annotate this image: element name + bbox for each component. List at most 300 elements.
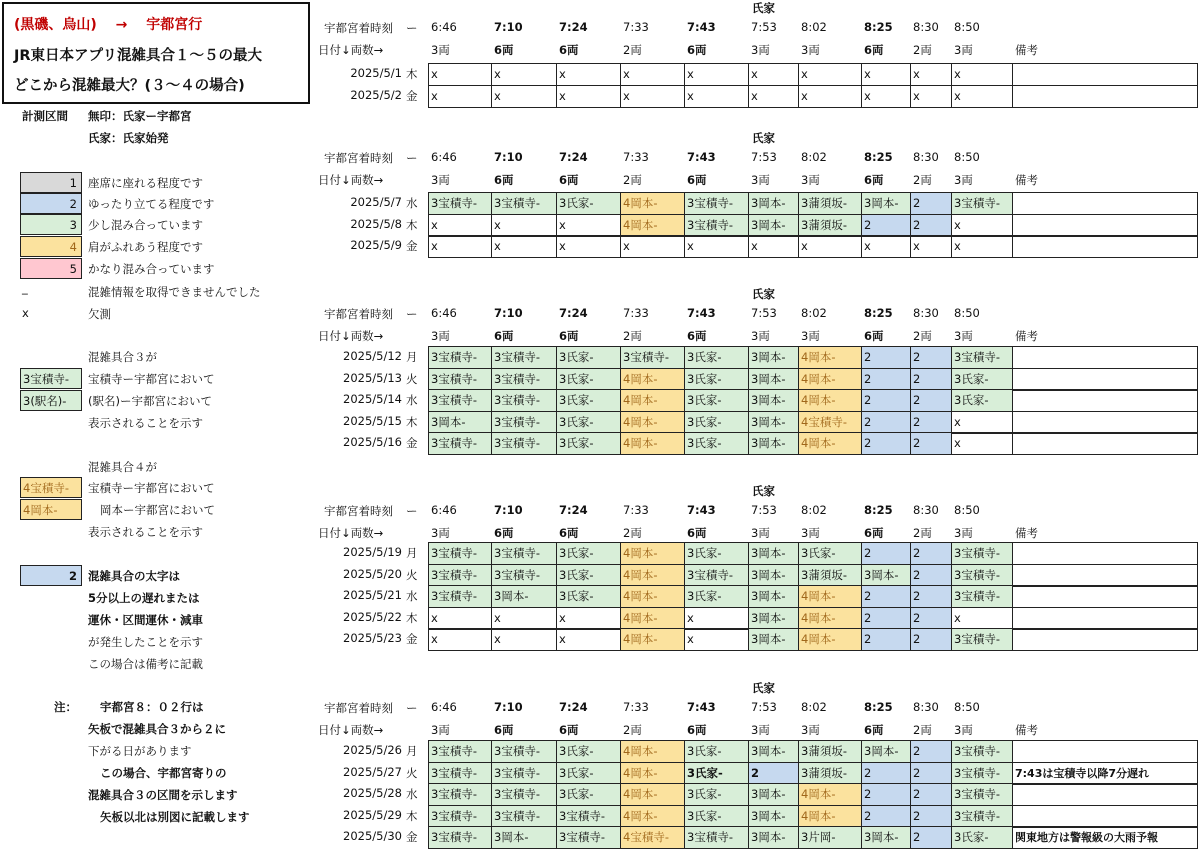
unavailable-mark: _ bbox=[22, 281, 28, 295]
congestion-cell: 3岡本- bbox=[861, 826, 911, 849]
congestion-cell: 3岡本- bbox=[748, 192, 799, 215]
congestion-cell: 4岡本- bbox=[620, 585, 685, 608]
congestion-cell: 3宝積寺- bbox=[491, 783, 557, 806]
congestion-cell: 3岡本- bbox=[748, 585, 799, 608]
congestion-cell: x bbox=[556, 607, 621, 630]
remarks-label: 備考 bbox=[1015, 329, 1038, 343]
arrival-time-label: 宇都宮着時刻 bbox=[324, 151, 393, 165]
congestion-cell: x bbox=[556, 628, 621, 651]
level-1-swatch: 1 bbox=[20, 172, 82, 193]
congestion-cell: 2 bbox=[861, 585, 911, 608]
congestion-cell: x bbox=[428, 607, 492, 630]
congestion-cell: 2 bbox=[861, 805, 911, 828]
title-destination: 宇都宮行 bbox=[146, 17, 203, 33]
congestion-cell: 3宝積寺- bbox=[428, 826, 492, 849]
congestion-cell: 4岡本- bbox=[798, 368, 862, 391]
row-weekday: 金 bbox=[406, 830, 418, 844]
car-count: 2両 bbox=[913, 526, 932, 540]
car-count: 6両 bbox=[864, 526, 884, 540]
congestion-cell: x bbox=[620, 235, 685, 258]
congestion-cell: 3宝積寺- bbox=[491, 389, 557, 412]
departure-time: 7:33 bbox=[623, 306, 649, 320]
note3-title: 混雑具合３が bbox=[88, 350, 157, 364]
congestion-cell: 2 bbox=[910, 368, 952, 391]
congestion-cell: 3宝積寺- bbox=[951, 628, 1013, 651]
row-date: 2025/5/30 bbox=[343, 829, 402, 843]
departure-time: 6:46 bbox=[431, 700, 457, 714]
congestion-cell: x bbox=[910, 235, 952, 258]
car-count: 2両 bbox=[623, 43, 642, 57]
car-count: 6両 bbox=[494, 526, 514, 540]
row-weekday: 月 bbox=[406, 350, 418, 364]
congestion-cell: 4岡本- bbox=[620, 607, 685, 630]
congestion-cell: 3宝積寺- bbox=[951, 805, 1013, 828]
congestion-cell: x bbox=[491, 63, 557, 86]
note-line-1: 宇都宮８：０２行は bbox=[100, 700, 204, 714]
congestion-cell: 3宝積寺- bbox=[428, 762, 492, 785]
car-count: 2両 bbox=[623, 723, 642, 737]
departure-time: 8:30 bbox=[913, 150, 939, 164]
congestion-cell: 2 bbox=[910, 389, 952, 412]
departure-time: 8:50 bbox=[954, 150, 980, 164]
row-weekday: 月 bbox=[406, 744, 418, 758]
congestion-cell: x bbox=[684, 85, 749, 108]
car-count: 3両 bbox=[431, 173, 450, 187]
remarks-cell: 関東地方は警報級の大雨予報 bbox=[1012, 826, 1198, 849]
remarks-cell bbox=[1012, 389, 1198, 412]
congestion-cell: 2 bbox=[910, 192, 952, 215]
car-count: 2両 bbox=[623, 173, 642, 187]
ujiie-station-label: 氏家 bbox=[752, 287, 775, 301]
departure-time: 8:50 bbox=[954, 503, 980, 517]
bold-line-2: 5分以上の遅れまたは bbox=[88, 591, 200, 605]
congestion-cell: 3宝積寺- bbox=[556, 805, 621, 828]
car-count: 6両 bbox=[687, 329, 707, 343]
congestion-cell: x bbox=[428, 628, 492, 651]
congestion-cell: 2 bbox=[910, 411, 952, 434]
congestion-cell: x bbox=[951, 235, 1013, 258]
congestion-cell: 3氏家- bbox=[951, 389, 1013, 412]
level-4-text: 肩がふれあう程度です bbox=[88, 240, 203, 254]
note3-sample-2: 3(駅名)- bbox=[20, 390, 82, 411]
row-date: 2025/5/2 bbox=[350, 88, 402, 102]
note4-sample-2: 4岡本- bbox=[20, 499, 82, 520]
congestion-cell: 4宝積寺- bbox=[620, 826, 685, 849]
row-date: 2025/5/23 bbox=[343, 631, 402, 645]
note-line-4: この場合、宇都宮寄りの bbox=[100, 766, 227, 780]
remarks-label: 備考 bbox=[1015, 723, 1038, 737]
congestion-cell: 2 bbox=[861, 432, 911, 455]
congestion-cell: 4岡本- bbox=[620, 542, 685, 565]
remarks-cell bbox=[1012, 432, 1198, 455]
departure-time: 7:10 bbox=[494, 20, 523, 34]
congestion-cell: 3宝積寺- bbox=[491, 411, 557, 434]
congestion-cell: 4岡本- bbox=[798, 585, 862, 608]
departure-time: 8:30 bbox=[913, 503, 939, 517]
row-date: 2025/5/14 bbox=[343, 392, 402, 406]
ujiie-station-label: 氏家 bbox=[752, 1, 775, 15]
car-count: 3両 bbox=[751, 526, 770, 540]
congestion-cell: 2 bbox=[861, 411, 911, 434]
car-count: 3両 bbox=[431, 723, 450, 737]
row-date: 2025/5/12 bbox=[343, 349, 402, 363]
level-2-text: ゆったり立てる程度です bbox=[88, 197, 215, 211]
car-count: 6両 bbox=[559, 43, 579, 57]
car-count: 6両 bbox=[559, 173, 579, 187]
note-line-6: 矢板以北は別図に記載します bbox=[100, 810, 250, 824]
car-count: 2両 bbox=[913, 723, 932, 737]
congestion-cell: 3岡本- bbox=[491, 826, 557, 849]
congestion-cell: 4岡本- bbox=[620, 411, 685, 434]
car-count: 6両 bbox=[687, 173, 707, 187]
congestion-cell: x bbox=[910, 85, 952, 108]
departure-time: 7:24 bbox=[559, 20, 588, 34]
congestion-cell: 2 bbox=[910, 826, 952, 849]
row-weekday: 木 bbox=[406, 809, 418, 823]
congestion-cell: x bbox=[748, 85, 799, 108]
car-count: 3両 bbox=[751, 173, 770, 187]
missing-text: 欠測 bbox=[88, 307, 111, 321]
note3-text-2: (駅名)ー宇都宮において bbox=[88, 394, 212, 408]
row-weekday: 火 bbox=[406, 766, 418, 780]
row-weekday: 火 bbox=[406, 372, 418, 386]
congestion-cell: 3氏家- bbox=[556, 411, 621, 434]
congestion-cell: 3宝積寺- bbox=[684, 214, 749, 237]
remarks-cell bbox=[1012, 63, 1198, 86]
note3-text-1: 宝積寺ー宇都宮において bbox=[88, 372, 215, 386]
departure-time: 6:46 bbox=[431, 150, 457, 164]
congestion-cell: 3岡本- bbox=[748, 432, 799, 455]
congestion-cell: 3氏家- bbox=[684, 368, 749, 391]
remarks-cell bbox=[1012, 411, 1198, 434]
congestion-cell: 2 bbox=[861, 368, 911, 391]
row-weekday: 木 bbox=[406, 67, 418, 81]
car-count: 3両 bbox=[801, 723, 820, 737]
congestion-cell: 4岡本- bbox=[620, 628, 685, 651]
congestion-cell: 2 bbox=[861, 783, 911, 806]
congestion-cell: 3宝積寺- bbox=[951, 564, 1013, 587]
congestion-cell: x bbox=[428, 85, 492, 108]
congestion-cell: 3岡本- bbox=[491, 585, 557, 608]
congestion-cell: 2 bbox=[910, 762, 952, 785]
row-date: 2025/5/13 bbox=[343, 371, 402, 385]
congestion-cell: 2 bbox=[861, 762, 911, 785]
row-date: 2025/5/22 bbox=[343, 610, 402, 624]
row-date: 2025/5/9 bbox=[350, 238, 402, 252]
departure-time: 8:25 bbox=[864, 700, 893, 714]
bold-sample: 2 bbox=[20, 565, 82, 586]
congestion-cell: 3宝積寺- bbox=[428, 346, 492, 369]
congestion-cell: 3宝積寺- bbox=[491, 192, 557, 215]
departure-time: 7:33 bbox=[623, 20, 649, 34]
arrival-dash: ー bbox=[406, 21, 418, 35]
date-cars-label: 日付↓両数→ bbox=[318, 723, 384, 737]
congestion-cell: 4岡本- bbox=[620, 368, 685, 391]
ujiie-station-label: 氏家 bbox=[752, 131, 775, 145]
departure-time: 7:53 bbox=[751, 700, 777, 714]
row-date: 2025/5/1 bbox=[350, 66, 402, 80]
car-count: 3両 bbox=[431, 43, 450, 57]
congestion-cell: 3蒲須坂- bbox=[798, 192, 862, 215]
remarks-label: 備考 bbox=[1015, 526, 1038, 540]
row-date: 2025/5/27 bbox=[343, 765, 402, 779]
departure-time: 7:43 bbox=[687, 503, 716, 517]
car-count: 3両 bbox=[954, 329, 973, 343]
congestion-cell: x bbox=[861, 85, 911, 108]
congestion-cell: 2 bbox=[861, 346, 911, 369]
car-count: 6両 bbox=[687, 43, 707, 57]
congestion-cell: 4岡本- bbox=[798, 432, 862, 455]
remarks-cell bbox=[1012, 628, 1198, 651]
departure-time: 6:46 bbox=[431, 503, 457, 517]
row-date: 2025/5/26 bbox=[343, 743, 402, 757]
congestion-cell: 3宝積寺- bbox=[491, 368, 557, 391]
congestion-cell: 4岡本- bbox=[620, 432, 685, 455]
level-4-swatch: 4 bbox=[20, 236, 82, 257]
congestion-cell: 3氏家- bbox=[556, 346, 621, 369]
congestion-cell: x bbox=[491, 235, 557, 258]
congestion-cell: 2 bbox=[910, 628, 952, 651]
departure-time: 7:43 bbox=[687, 20, 716, 34]
section-label: 計測区間 bbox=[22, 109, 68, 123]
car-count: 2両 bbox=[913, 329, 932, 343]
congestion-cell: 3宝積寺- bbox=[951, 192, 1013, 215]
departure-time: 6:46 bbox=[431, 20, 457, 34]
congestion-cell: 3氏家- bbox=[684, 805, 749, 828]
remarks-cell bbox=[1012, 585, 1198, 608]
car-count: 3両 bbox=[801, 173, 820, 187]
congestion-cell: 3宝積寺- bbox=[491, 762, 557, 785]
congestion-cell: 3岡本- bbox=[861, 564, 911, 587]
departure-time: 7:43 bbox=[687, 700, 716, 714]
congestion-cell: 3岡本- bbox=[748, 783, 799, 806]
remarks-label: 備考 bbox=[1015, 173, 1038, 187]
congestion-cell: 3岡本- bbox=[748, 411, 799, 434]
departure-time: 7:24 bbox=[559, 503, 588, 517]
congestion-cell: 2 bbox=[910, 783, 952, 806]
arrival-dash: ー bbox=[406, 307, 418, 321]
congestion-cell: x bbox=[951, 85, 1013, 108]
car-count: 6両 bbox=[559, 329, 579, 343]
remarks-cell bbox=[1012, 214, 1198, 237]
remarks-cell bbox=[1012, 85, 1198, 108]
bold-line-3: 運休・区間運休・減車 bbox=[88, 613, 203, 627]
congestion-cell: 3宝積寺- bbox=[428, 192, 492, 215]
congestion-cell: 3宝積寺- bbox=[491, 805, 557, 828]
congestion-cell: 3宝積寺- bbox=[428, 542, 492, 565]
congestion-cell: 4岡本- bbox=[798, 346, 862, 369]
congestion-cell: 3氏家- bbox=[556, 389, 621, 412]
congestion-cell: 3宝積寺- bbox=[951, 762, 1013, 785]
remarks-cell bbox=[1012, 805, 1198, 828]
congestion-cell: x bbox=[428, 214, 492, 237]
note-line-3: 下がる日があります bbox=[88, 744, 192, 758]
remarks-label: 備考 bbox=[1015, 43, 1038, 57]
congestion-cell: 4岡本- bbox=[620, 762, 685, 785]
ujiie-station-label: 氏家 bbox=[752, 681, 775, 695]
congestion-cell: x bbox=[428, 235, 492, 258]
remarks-cell bbox=[1012, 607, 1198, 630]
congestion-cell: x bbox=[951, 607, 1013, 630]
row-weekday: 火 bbox=[406, 568, 418, 582]
congestion-cell: 3岡本- bbox=[748, 346, 799, 369]
departure-time: 7:33 bbox=[623, 150, 649, 164]
congestion-cell: 3蒲須坂- bbox=[798, 740, 862, 763]
departure-time: 8:02 bbox=[801, 503, 827, 517]
congestion-cell: 3氏家- bbox=[556, 542, 621, 565]
congestion-cell: 3岡本- bbox=[428, 411, 492, 434]
remarks-cell bbox=[1012, 783, 1198, 806]
congestion-cell: 3岡本- bbox=[748, 389, 799, 412]
bold-end: この場合は備考に記載 bbox=[88, 657, 203, 671]
row-date: 2025/5/29 bbox=[343, 808, 402, 822]
congestion-cell: 3宝積寺- bbox=[428, 368, 492, 391]
congestion-cell: 3岡本- bbox=[861, 740, 911, 763]
row-weekday: 木 bbox=[406, 611, 418, 625]
congestion-cell: x bbox=[620, 85, 685, 108]
congestion-cell: 3氏家- bbox=[684, 542, 749, 565]
congestion-cell: 2 bbox=[910, 432, 952, 455]
congestion-cell: x bbox=[556, 63, 621, 86]
congestion-cell: 3氏家- bbox=[684, 740, 749, 763]
remarks-cell bbox=[1012, 542, 1198, 565]
congestion-cell: 3岡本- bbox=[748, 826, 799, 849]
congestion-cell: 3宝積寺- bbox=[684, 192, 749, 215]
note4-title: 混雑具合４が bbox=[88, 460, 157, 474]
congestion-cell: x bbox=[910, 63, 952, 86]
departure-time: 7:24 bbox=[559, 306, 588, 320]
arrival-dash: ー bbox=[406, 701, 418, 715]
congestion-cell: x bbox=[748, 63, 799, 86]
row-date: 2025/5/16 bbox=[343, 435, 402, 449]
car-count: 6両 bbox=[494, 329, 514, 343]
congestion-cell: 2 bbox=[861, 628, 911, 651]
arrival-time-label: 宇都宮着時刻 bbox=[324, 701, 393, 715]
congestion-cell: 3氏家- bbox=[684, 585, 749, 608]
congestion-cell: 3蒲須坂- bbox=[798, 214, 862, 237]
congestion-cell: 4岡本- bbox=[798, 607, 862, 630]
congestion-cell: 3氏家- bbox=[556, 192, 621, 215]
note4-end: 表示されることを示す bbox=[88, 525, 203, 539]
congestion-cell: 3岡本- bbox=[748, 214, 799, 237]
congestion-cell: 3氏家- bbox=[684, 346, 749, 369]
departure-time: 7:33 bbox=[623, 700, 649, 714]
departure-time: 8:30 bbox=[913, 20, 939, 34]
date-cars-label: 日付↓両数→ bbox=[318, 329, 384, 343]
congestion-cell: 3宝積寺- bbox=[951, 783, 1013, 806]
congestion-cell: 3宝積寺- bbox=[684, 564, 749, 587]
car-count: 3両 bbox=[801, 329, 820, 343]
congestion-cell: x bbox=[951, 411, 1013, 434]
congestion-cell: 3岡本- bbox=[748, 564, 799, 587]
congestion-cell: 3岡本- bbox=[748, 607, 799, 630]
row-date: 2025/5/21 bbox=[343, 588, 402, 602]
remarks-cell bbox=[1012, 346, 1198, 369]
congestion-cell: 3宝積寺- bbox=[491, 432, 557, 455]
note-line-5: 混雑具合３の区間を示します bbox=[88, 788, 238, 802]
congestion-cell: 3岡本- bbox=[861, 192, 911, 215]
row-date: 2025/5/20 bbox=[343, 567, 402, 581]
congestion-cell: 4岡本- bbox=[798, 783, 862, 806]
row-date: 2025/5/7 bbox=[350, 195, 402, 209]
section-ujiie: 氏家：氏家始発 bbox=[88, 131, 169, 145]
congestion-cell: 3宝積寺- bbox=[951, 585, 1013, 608]
congestion-cell: 3宝積寺- bbox=[951, 346, 1013, 369]
congestion-cell: 2 bbox=[861, 542, 911, 565]
congestion-cell: 4岡本- bbox=[798, 389, 862, 412]
car-count: 2両 bbox=[623, 329, 642, 343]
congestion-cell: 3氏家- bbox=[556, 564, 621, 587]
departure-time: 8:25 bbox=[864, 306, 893, 320]
row-date: 2025/5/28 bbox=[343, 786, 402, 800]
departure-time: 7:43 bbox=[687, 306, 716, 320]
unavailable-text: 混雑情報を取得できませんでした bbox=[88, 285, 261, 299]
congestion-cell: 3蒲須坂- bbox=[798, 762, 862, 785]
congestion-cell: x bbox=[491, 85, 557, 108]
row-weekday: 水 bbox=[406, 589, 418, 603]
congestion-cell: 2 bbox=[910, 564, 952, 587]
departure-time: 8:02 bbox=[801, 306, 827, 320]
congestion-cell: 2 bbox=[861, 389, 911, 412]
congestion-cell: x bbox=[491, 628, 557, 651]
departure-time: 7:53 bbox=[751, 503, 777, 517]
congestion-cell: x bbox=[684, 235, 749, 258]
congestion-cell: 2 bbox=[910, 585, 952, 608]
congestion-cell: 2 bbox=[910, 805, 952, 828]
row-weekday: 金 bbox=[406, 436, 418, 450]
congestion-cell: 3岡本- bbox=[748, 628, 799, 651]
congestion-cell: 2 bbox=[861, 607, 911, 630]
departure-time: 7:10 bbox=[494, 306, 523, 320]
departure-time: 7:10 bbox=[494, 150, 523, 164]
car-count: 3両 bbox=[751, 43, 770, 57]
section-mujirushi: 無印：氏家ー宇都宮 bbox=[88, 109, 192, 123]
congestion-cell: 3氏家- bbox=[684, 783, 749, 806]
car-count: 3両 bbox=[431, 526, 450, 540]
car-count: 2両 bbox=[913, 173, 932, 187]
remarks-cell bbox=[1012, 192, 1198, 215]
title-origin: (黒磯、烏山) bbox=[14, 17, 97, 33]
level-5-text: かなり混み合っています bbox=[88, 262, 215, 276]
congestion-cell: 3宝積寺- bbox=[491, 740, 557, 763]
congestion-cell: 3氏家- bbox=[556, 783, 621, 806]
row-date: 2025/5/15 bbox=[343, 414, 402, 428]
congestion-cell: 3宝積寺- bbox=[951, 740, 1013, 763]
level-3-swatch: 3 bbox=[20, 214, 82, 235]
congestion-cell: 3氏家- bbox=[556, 368, 621, 391]
car-count: 6両 bbox=[494, 43, 514, 57]
congestion-cell: 2 bbox=[910, 607, 952, 630]
congestion-cell: 4岡本- bbox=[620, 192, 685, 215]
date-cars-label: 日付↓両数→ bbox=[318, 526, 384, 540]
remarks-cell bbox=[1012, 235, 1198, 258]
level-3-text: 少し混み合っています bbox=[88, 218, 203, 232]
congestion-cell: 3宝積寺- bbox=[491, 542, 557, 565]
car-count: 6両 bbox=[494, 723, 514, 737]
congestion-cell: 3岡本- bbox=[748, 740, 799, 763]
departure-time: 8:50 bbox=[954, 700, 980, 714]
congestion-cell: 3氏家- bbox=[556, 432, 621, 455]
congestion-cell: 3岡本- bbox=[748, 805, 799, 828]
congestion-cell: x bbox=[748, 235, 799, 258]
note3-end: 表示されることを示す bbox=[88, 416, 203, 430]
missing-mark: x bbox=[22, 306, 29, 320]
departure-time: 7:53 bbox=[751, 20, 777, 34]
remarks-cell: 7:43は宝積寺以降7分遅れ bbox=[1012, 762, 1198, 785]
level-2-swatch: 2 bbox=[20, 193, 82, 214]
departure-time: 8:02 bbox=[801, 150, 827, 164]
car-count: 6両 bbox=[687, 723, 707, 737]
